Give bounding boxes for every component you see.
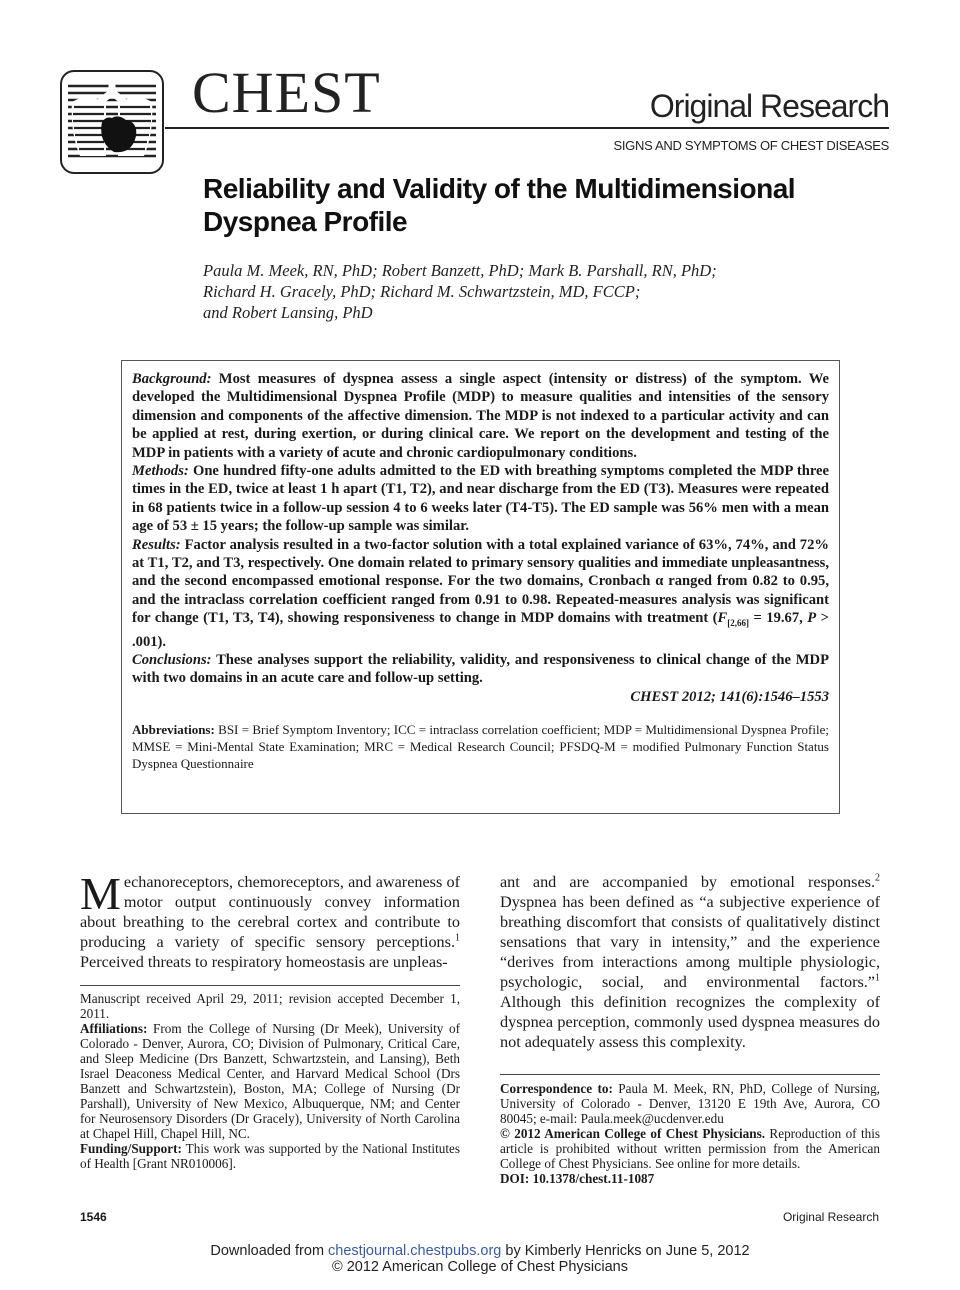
reference-marker: 2: [875, 872, 880, 884]
manuscript-dates: Manuscript received April 29, 2011; revision accepted December 1, 2011.: [80, 991, 460, 1021]
abbreviations-text: BSI = Brief Symptom Inventory; ICC = intraclass correlation coefficient; MDP = Multidimensional Dyspnea Profile; MMSE = Mini-Mental State Examination; MRC = Medical Research Council; PFSDQ-M = modified Pulmonary Function Status Dyspnea Questionnaire: [132, 721, 829, 771]
methods-text: One hundred fifty-one adults admitted to the ED with breathing symptoms completed the MDP three times in the ED, twice at least 1 h apart (T1, T2), and near discharge from the ED (T3). Measures were repeated in 68 patients twice in a follow-up session 4 to 6 weeks later (T4-T5). The ED sample was 56% men with a mean age of 53 ± 15 years; the follow-up sample was similar.: [132, 463, 829, 535]
copyright-notice: [500, 1126, 880, 1171]
results-text: > .001).: [132, 610, 829, 650]
footnote-rule: [500, 1074, 880, 1075]
abstract-background: [132, 370, 829, 462]
affiliations-text: From the College of Nursing (Dr Meek), University of Colorado - Denver, Aurora, CO; Division of Pulmonary, Critical Care, and Sleep Medicine (Drs Banzett, Schwartzstein, and Lansing), Beth Israel Deaconess Medical Center, and Harvard Medical School (Drs Banzett and Schwartzstein), Boston, MA; College of Nursing (Dr Parshall), University of New Mexico, Albuquerque, NM; and Center for Neurosensory Disorders (Dr Gracely), University of North Carolina at Chapel Hill, Chapel Hill, NC.: [80, 1021, 460, 1141]
methods-label: Methods:: [132, 463, 189, 480]
footnote-rule: [80, 985, 460, 986]
download-notice: [0, 1243, 960, 1260]
body-text: Although this definition recognizes the complexity of dyspnea perception, commonly used dyspnea measures do not adequately assess this complexity.: [500, 993, 880, 1051]
page-number: 1546: [80, 1210, 107, 1224]
funding-label: Funding/Support:: [80, 1141, 182, 1156]
doi-value: 10.1378/chest.11-1087: [529, 1171, 655, 1186]
author-line: and Robert Lansing, PhD: [203, 303, 373, 322]
background-label: Background:: [132, 371, 212, 387]
journal-link[interactable]: chestjournal.chestpubs.org: [328, 1243, 502, 1259]
footer-copyright: © 2012 American College of Chest Physicians: [331, 1259, 628, 1275]
abstract-methods: [132, 462, 829, 536]
affiliations: [80, 1021, 460, 1141]
body-text: ant and are accompanied by emotional responses.: [500, 873, 875, 891]
correspondence-label: Correspondence to:: [500, 1081, 613, 1096]
journal-logo: [60, 70, 164, 174]
f-statistic-df: [2,66]: [727, 618, 750, 629]
doi: [500, 1171, 880, 1186]
section-label: Original Research: [649, 88, 889, 124]
body-text: Dyspnea has been defined as “a subjective experience of breathing discomfort that consists of qualitatively distinct sensations that vary in intensity,” and the experience “derives from interactions among multiple physiologic, psychologic, social, and environmental factors.”: [500, 893, 880, 991]
journal-citation: CHEST 2012; 141(6):1546–1553: [630, 688, 829, 705]
footnotes-left: [80, 991, 460, 1171]
affiliations-label: Affiliations:: [80, 1021, 148, 1036]
category-label: SIGNS AND SYMPTOMS OF CHEST DISEASES: [613, 138, 889, 153]
author-line: Paula M. Meek, RN, PhD; Robert Banzett, PhD; Mark B. Parshall, RN, PhD;: [203, 261, 717, 280]
body-text: echanoreceptors, chemoreceptors, and awareness of motor output continuously convey information about breathing to the cerebral cortex and contribute to producing a variety of specific sensory perceptions.: [80, 873, 460, 951]
doi-label: DOI:: [500, 1171, 530, 1186]
copyright-text: Reproduction of this article is prohibited without written permission from the American College of Chest Physicians. See online for more details.: [500, 1126, 881, 1171]
lungs-logo-icon: [62, 72, 162, 172]
article-title: Reliability and Validity of the Multidimensional Dyspnea Profile: [203, 173, 796, 237]
conclusions-label: Conclusions:: [132, 652, 212, 668]
copyright-label: © 2012 American College of Chest Physicians.: [500, 1126, 766, 1141]
conclusions-text: These analyses support the reliability, validity, and responsiveness to clinical change of the MDP with two domains in an acute care and follow-up setting.: [132, 652, 829, 687]
reference-marker: 1: [875, 972, 880, 984]
body-text: Perceived threats to respiratory homeostasis are unpleas-: [80, 953, 448, 971]
abbreviations-label: Abbreviations:: [132, 721, 215, 737]
download-suffix: by Kimberly Henricks on June 5, 2012: [501, 1243, 750, 1259]
drop-cap: M: [80, 868, 121, 919]
body-column-right: [500, 872, 880, 1052]
results-text: Factor analysis resulted in a two-factor solution with a total explained variance of 63%, 74%, and 72% at T1, T2, and T3, respectively. One domain related to primary sensory qualities and immediate unpleasantness, and the second encompassed emotional response. For the two domains, Cronbach α ranged from 0.82 to 0.95, and the intraclass correlation coefficient ranged from 0.91 to 0.98. Repeated-measures analysis was significant for change (T1, T3, T4), showing responsiveness to change in MDP domains with treatment (: [132, 536, 829, 627]
correspondence-text: Paula M. Meek, RN, PhD, College of Nursing, University of Colorado - Denver, 13120 E 19th Ave, Aurora, CO 80045; e-mail: Paula.meek@ucdenver.edu: [500, 1081, 880, 1126]
funding: [80, 1141, 460, 1171]
background-text: Most measures of dyspnea assess a single aspect (intensity or distress) of the symptom. We developed the Multidimensional Dyspnea Profile (MDP) to measure qualities and intensities of the sensory dimension and components of the affective dimension. The MDP is not indexed to a particular activity and can be applied at rest, during exertion, or during clinical care. We report on the development and testing of the MDP in patients with a variety of acute and chronic cardiopulmonary conditions.: [132, 371, 829, 461]
f-statistic-symbol: F: [717, 610, 728, 627]
running-head: Original Research: [782, 1210, 879, 1224]
body-column-left: [80, 868, 460, 972]
abstract-conclusions: [132, 651, 829, 688]
journal-name: CHEST: [192, 60, 381, 125]
correspondence: [500, 1081, 880, 1126]
download-prefix: Downloaded from: [210, 1243, 329, 1259]
abstract-results: [132, 536, 829, 651]
author-list: [203, 260, 823, 323]
footnotes-right: [500, 1081, 880, 1186]
p-value-symbol: P: [807, 610, 817, 627]
author-line: Richard H. Gracely, PhD; Richard M. Schwartzstein, MD, FCCP;: [203, 282, 641, 301]
reference-marker: 1: [455, 932, 460, 944]
abbreviations: [132, 721, 829, 772]
results-text: = 19.67,: [749, 610, 808, 627]
abstract-box: [121, 360, 840, 814]
header-rule: [165, 127, 889, 129]
funding-text: This work was supported by the National Institutes of Health [Grant NR010006].: [80, 1141, 460, 1171]
results-label: Results:: [132, 536, 181, 553]
